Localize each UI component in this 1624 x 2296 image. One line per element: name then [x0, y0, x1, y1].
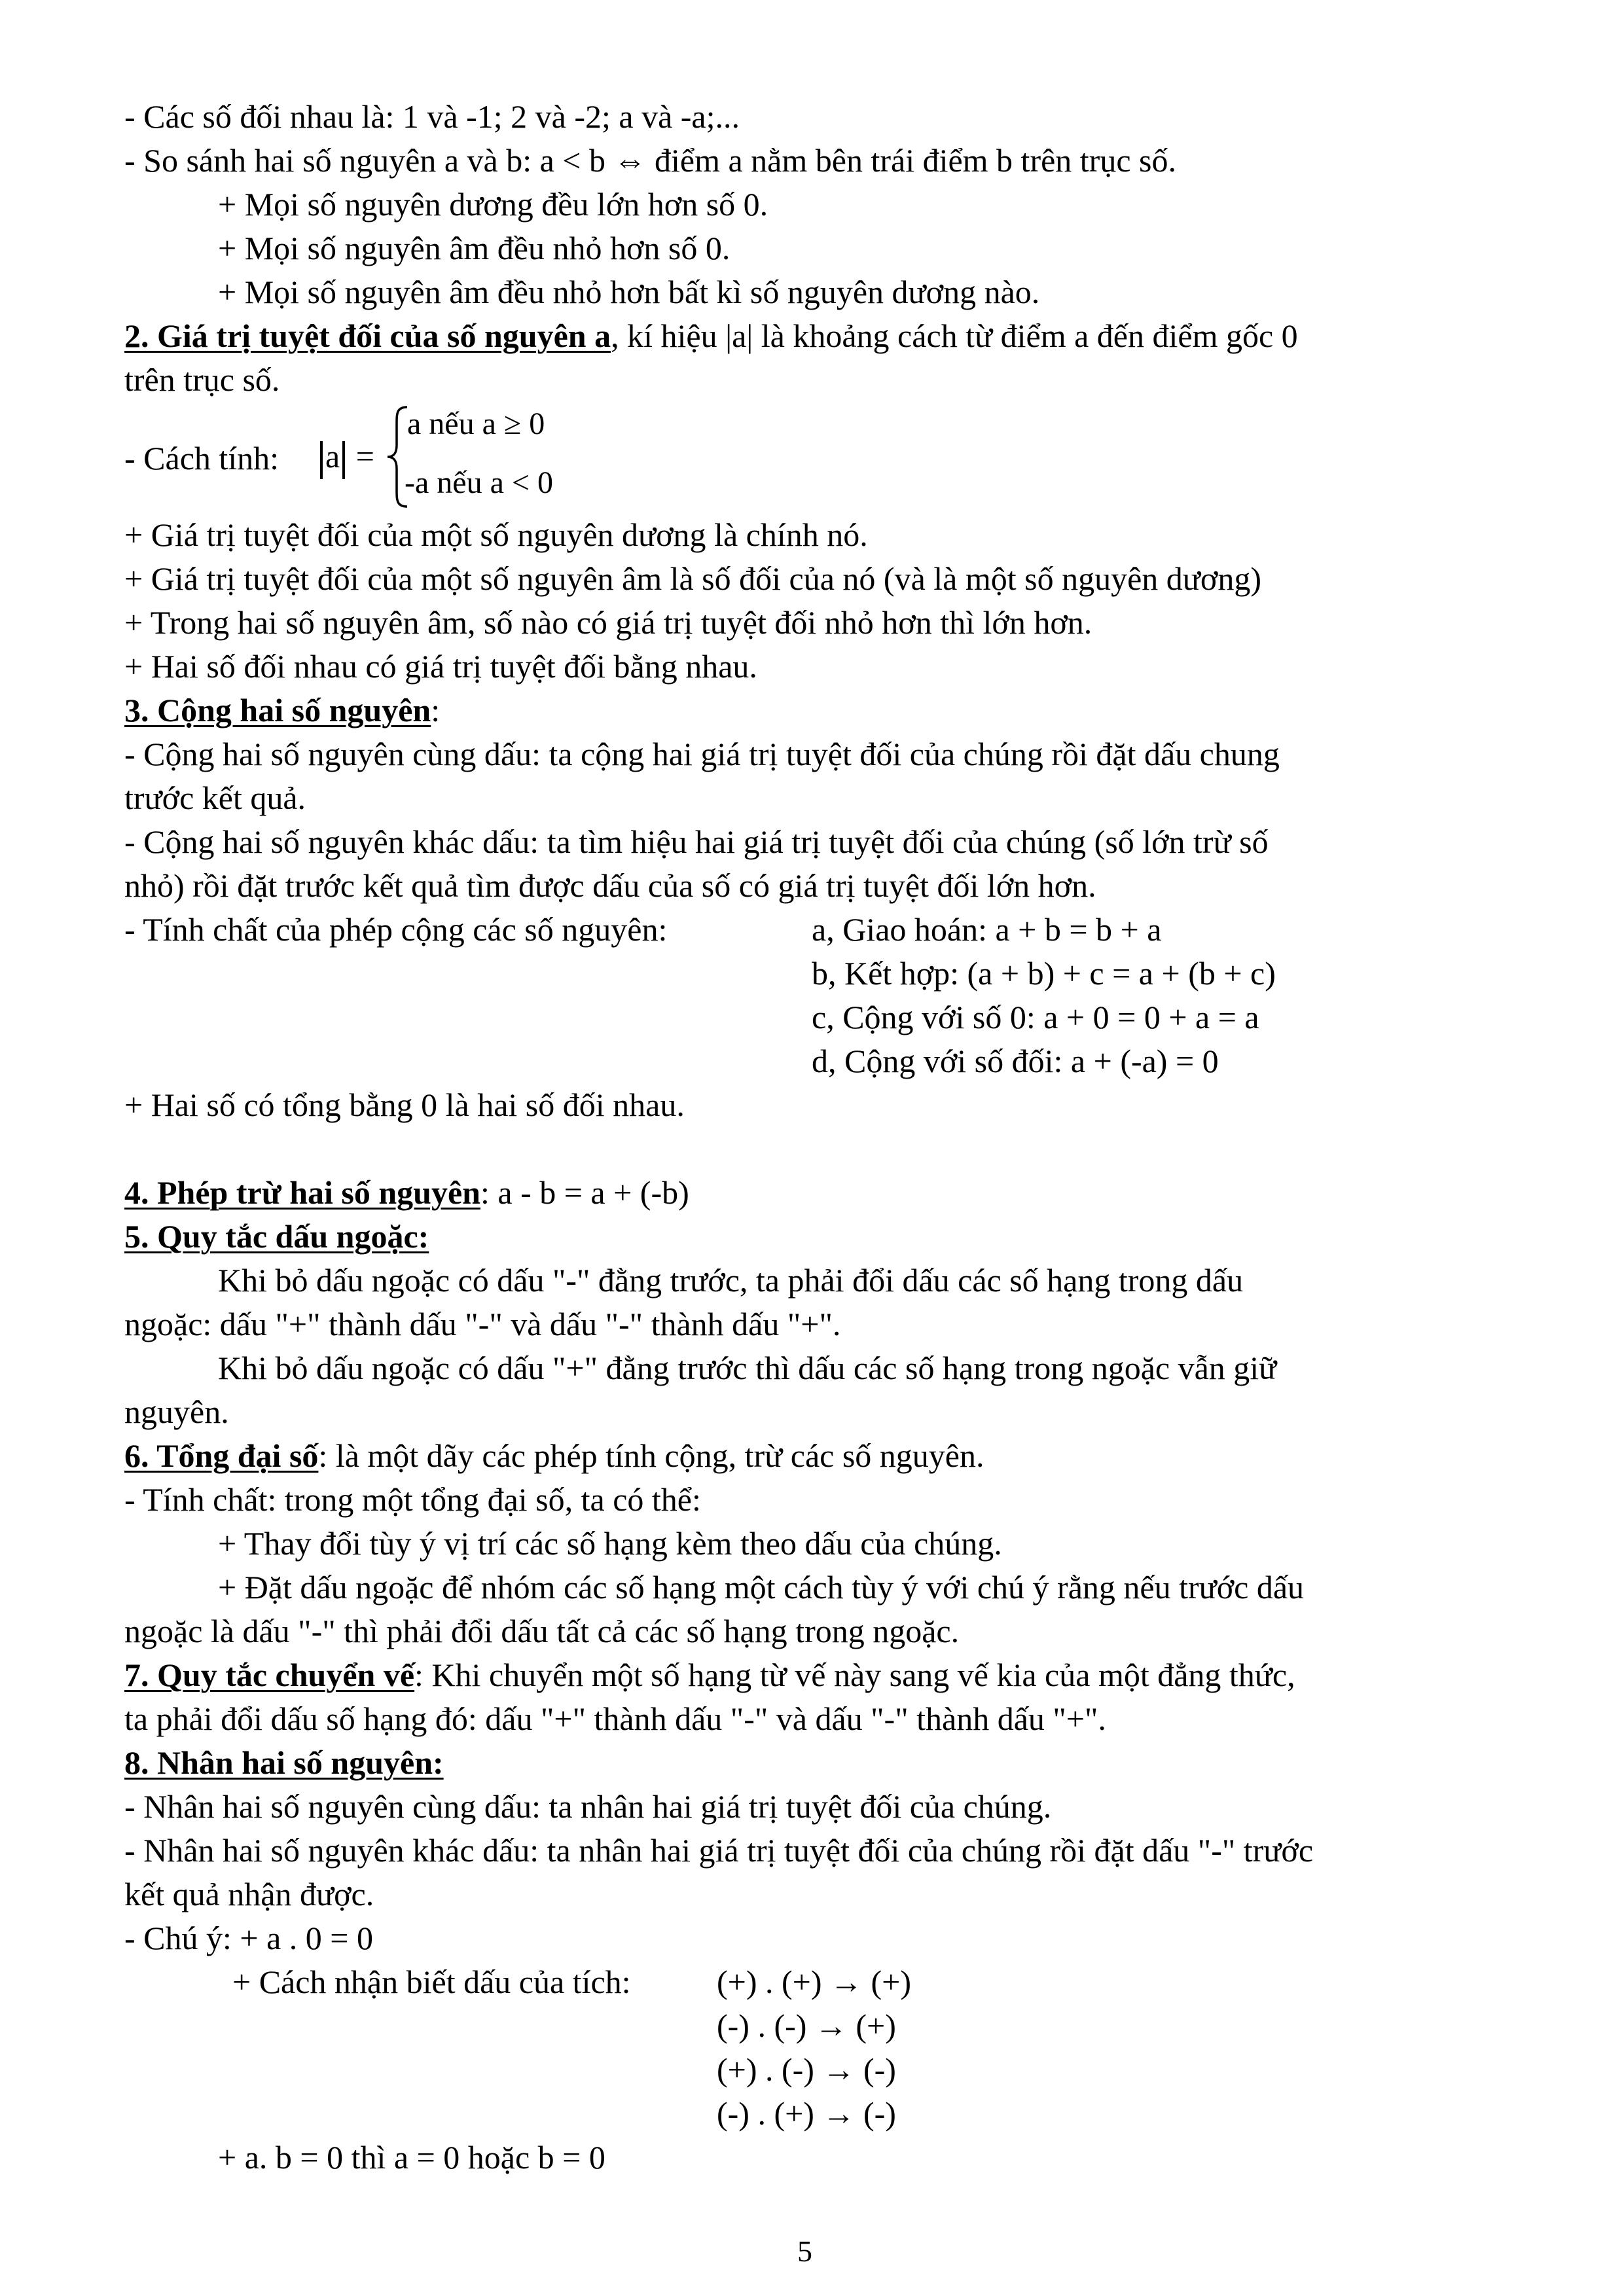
- text-line: - Tính chất của phép cộng các số nguyên:: [124, 911, 668, 948]
- text-line: ta phải đổi dấu số hạng đó: dấu "+" thành dấu "-" và dấu "-" thành dấu "+".: [124, 1700, 1106, 1737]
- text-line: Khi bỏ dấu ngoặc có dấu "-" đằng trước, ta phải đổi dấu các số hạng trong dấu: [218, 1262, 1244, 1299]
- text-line: kết quả nhận được.: [124, 1876, 374, 1912]
- text-line: nguyên.: [124, 1393, 229, 1430]
- section-4-title: 4. Phép trừ hai số nguyên: [124, 1174, 480, 1211]
- abs-var: a: [325, 438, 340, 475]
- text-line: trên trục số.: [124, 361, 280, 398]
- property-line: c, Cộng với số 0: a + 0 = 0 + a = a: [812, 999, 1259, 1035]
- property-line: d, Cộng với số đối: a + (-a) = 0: [812, 1043, 1219, 1079]
- text-line: trước kết quả.: [124, 780, 306, 816]
- property-line: b, Kết hợp: (a + b) + c = a + (b + c): [812, 955, 1276, 992]
- page-number: 5: [797, 2234, 812, 2268]
- section-6-rest: : là một dãy các phép tính cộng, trừ các số nguyên.: [318, 1437, 984, 1474]
- abs-value-symbol: [317, 437, 374, 479]
- abs-eq: =: [355, 438, 374, 475]
- sign-rule-line: (-) . (+) → (-): [717, 2095, 896, 2132]
- text-line: - Các số đối nhau là: 1 và -1; 2 và -2; a và -a;...: [124, 98, 740, 135]
- formula-case-negative: -a nếu a < 0: [405, 465, 553, 500]
- section-2-heading: [124, 316, 1298, 355]
- text-line: ngoặc là dấu "-" thì phải đổi dấu tất cả các số hạng trong ngoặc.: [124, 1613, 960, 1649]
- section-3-title: 3. Cộng hai số nguyên: [124, 692, 431, 728]
- text-line: - Chú ý: + a . 0 = 0: [124, 1920, 373, 1956]
- text-line: + Mọi số nguyên âm đều nhỏ hơn bất kì số nguyên dương nào.: [218, 274, 1040, 310]
- section-6-title: 6. Tổng đại số: [124, 1437, 319, 1474]
- text-line: ngoặc: dấu "+" thành dấu "-" và dấu "-" thành dấu "+".: [124, 1306, 841, 1342]
- text-line: - Nhân hai số nguyên khác dấu: ta nhân hai giá trị tuyệt đối của chúng rồi đặt dấu "-" trước: [124, 1832, 1314, 1869]
- text-line: + Hai số có tổng bằng 0 là hai số đối nhau.: [124, 1086, 685, 1123]
- text-line: + Hai số đối nhau có giá trị tuyệt đối bằng nhau.: [124, 648, 757, 685]
- section-2-rest: , kí hiệu |a| là khoảng cách từ điểm a đến điểm gốc 0: [611, 317, 1298, 354]
- section-8-title: 8. Nhân hai số nguyên:: [124, 1744, 444, 1781]
- text-line: + Đặt dấu ngoặc để nhóm các số hạng một cách tùy ý với chú ý rằng nếu trước dấu: [218, 1569, 1305, 1605]
- section-4-heading: [124, 1173, 689, 1212]
- formula-case-positive: a nếu a ≥ 0: [407, 406, 545, 441]
- sign-rule-line: (+) . (-) → (-): [717, 2051, 896, 2088]
- text-line: - Tính chất: trong một tổng đại số, ta có thể:: [124, 1481, 701, 1518]
- section-3-heading: [124, 691, 440, 730]
- text-line: + Thay đổi tùy ý vị trí các số hạng kèm theo dấu của chúng.: [218, 1525, 1002, 1562]
- text-line: - So sánh hai số nguyên a và b: a < b ⇔ điểm a nằm bên trái điểm b trên trục số.: [124, 142, 1176, 179]
- property-line: a, Giao hoán: a + b = b + a: [812, 911, 1162, 948]
- sign-rule-line: (-) . (-) → (+): [717, 2007, 896, 2044]
- text-line: + Giá trị tuyệt đối của một số nguyên dương là chính nó.: [124, 516, 868, 553]
- text-line: - Cộng hai số nguyên cùng dấu: ta cộng hai giá trị tuyệt đối của chúng rồi đặt dấu chung: [124, 736, 1280, 772]
- section-3-rest: :: [431, 692, 441, 728]
- text-line: + Mọi số nguyên dương đều lớn hơn số 0.: [218, 186, 768, 223]
- text-line: + Giá trị tuyệt đối của một số nguyên âm là số đối của nó (và là một số nguyên dương): [124, 560, 1261, 597]
- section-7-rest: : Khi chuyển một số hạng từ vế này sang vế kia của một đẳng thức,: [414, 1657, 1295, 1693]
- text-line: + Cách nhận biết dấu của tích:: [232, 1964, 631, 2000]
- sign-rule-line: (+) . (+) → (+): [717, 1964, 911, 2000]
- text-line: + Mọi số nguyên âm đều nhỏ hơn số 0.: [218, 230, 731, 266]
- text-line: + a. b = 0 thì a = 0 hoặc b = 0: [218, 2139, 605, 2176]
- section-4-rest: : a - b = a + (-b): [480, 1174, 689, 1211]
- section-7-title: 7. Quy tắc chuyển vế: [124, 1657, 415, 1693]
- text-line: - Nhân hai số nguyên cùng dấu: ta nhân hai giá trị tuyệt đối của chúng.: [124, 1788, 1052, 1825]
- formula-label: - Cách tính:: [124, 440, 280, 476]
- abs-bar-right: [342, 441, 345, 479]
- section-2-title: 2. Giá trị tuyệt đối của số nguyên a: [124, 317, 611, 354]
- section-5-title: 5. Quy tắc dấu ngoặc:: [124, 1218, 429, 1255]
- section-6-heading: [124, 1436, 984, 1475]
- text-line: nhỏ) rồi đặt trước kết quả tìm được dấu của số có giá trị tuyệt đối lớn hơn.: [124, 867, 1096, 904]
- section-7-heading: [124, 1655, 1295, 1695]
- text-line: - Cộng hai số nguyên khác dấu: ta tìm hiệu hai giá trị tuyệt đối của chúng (số lớn trừ số: [124, 823, 1269, 860]
- text-line: + Trong hai số nguyên âm, số nào có giá trị tuyệt đối nhỏ hơn thì lớn hơn.: [124, 604, 1092, 641]
- text-line: Khi bỏ dấu ngoặc có dấu "+" đằng trước thì dấu các số hạng trong ngoặc vẫn giữ: [218, 1350, 1277, 1386]
- abs-bar-left: [320, 441, 323, 479]
